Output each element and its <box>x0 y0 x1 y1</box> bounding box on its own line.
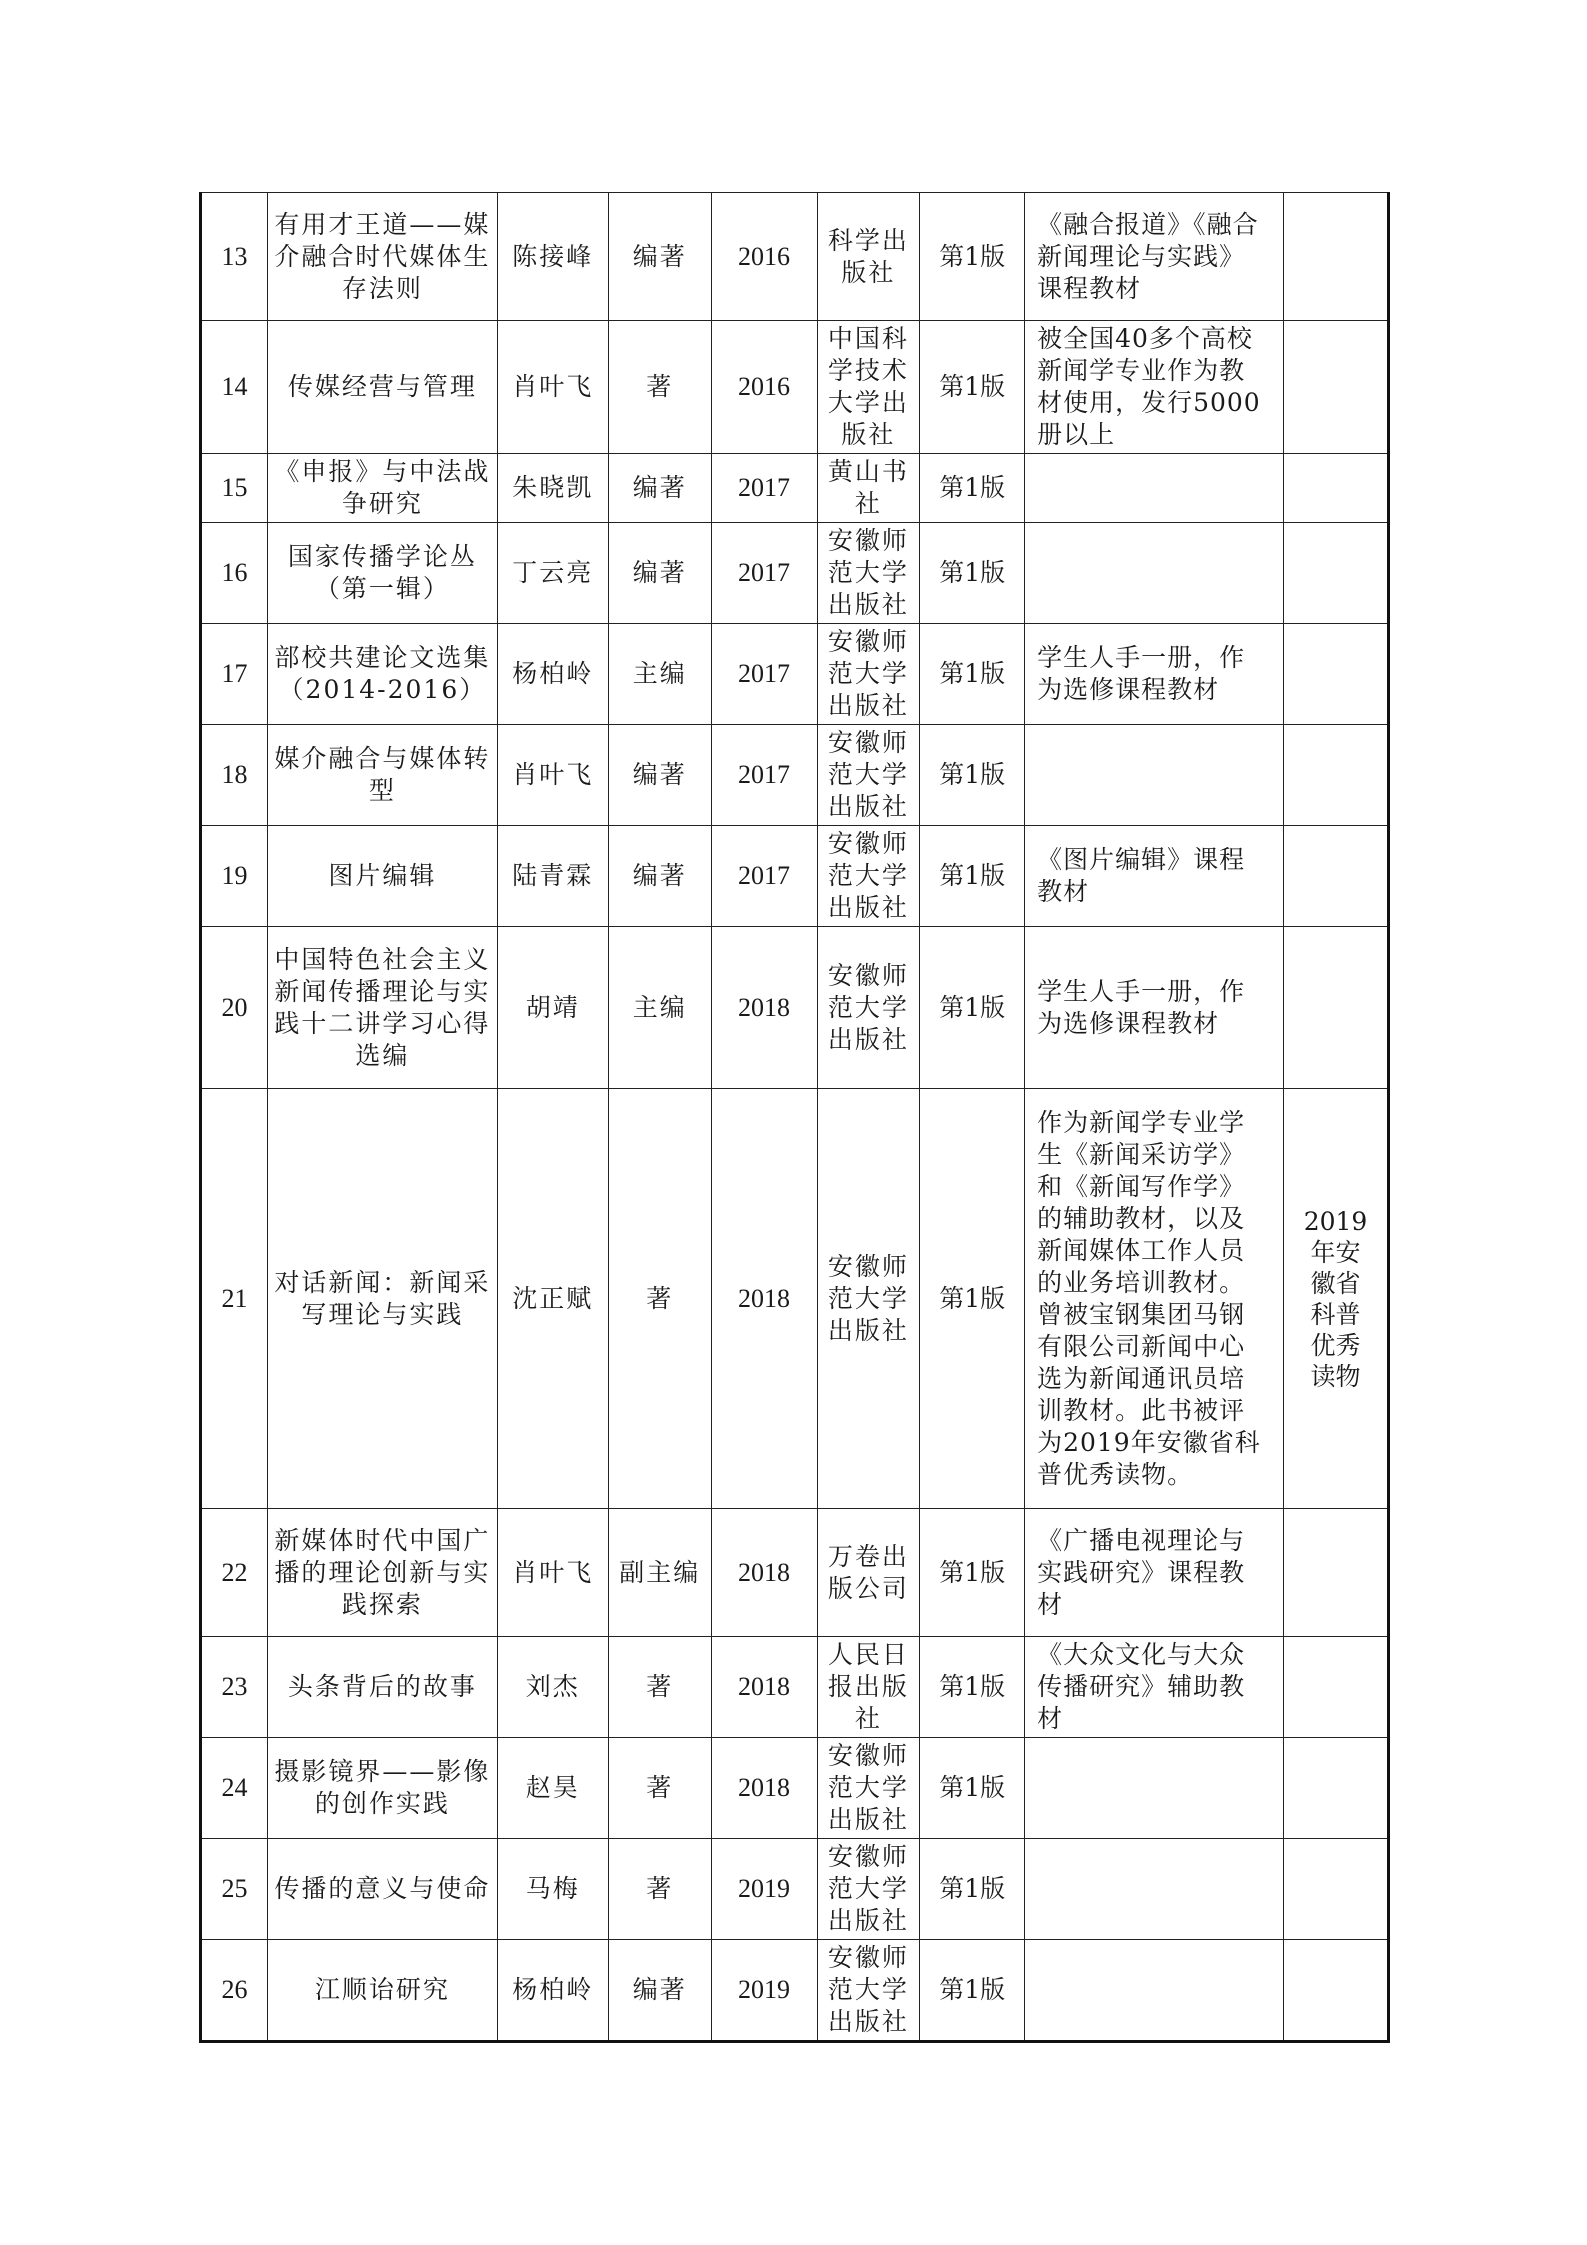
publication-year-cell: 2018 <box>711 1509 817 1637</box>
award-cell <box>1284 1738 1389 1839</box>
author-role-cell: 编著 <box>608 523 711 624</box>
publisher-cell: 安徽师范大学出版社 <box>817 826 920 927</box>
publisher-cell: 安徽师范大学出版社 <box>817 1940 920 2042</box>
publication-year-cell: 2017 <box>711 454 817 523</box>
publisher-cell: 安徽师范大学出版社 <box>817 1738 920 1839</box>
publication-year-cell: 2019 <box>711 1940 817 2042</box>
book-title-cell: 图片编辑 <box>268 826 498 927</box>
award-cell <box>1284 454 1389 523</box>
book-title-cell: 部校共建论文选集（2014-2016） <box>268 624 498 725</box>
table-row <box>201 1940 1389 2042</box>
remark-cell: 《融合报道》《融合新闻理论与实践》课程教材 <box>1025 193 1284 321</box>
remark-cell <box>1025 1738 1284 1839</box>
row-number-cell: 26 <box>201 1940 268 2042</box>
publication-year-cell: 2018 <box>711 1637 817 1738</box>
award-cell <box>1284 1637 1389 1738</box>
edition-cell: 第1版 <box>920 1509 1025 1637</box>
row-number-cell: 24 <box>201 1738 268 1839</box>
author-cell: 陆青霖 <box>497 826 608 927</box>
publication-year-cell: 2016 <box>711 193 817 321</box>
award-cell <box>1284 624 1389 725</box>
author-cell: 朱晓凯 <box>497 454 608 523</box>
book-title-cell: 中国特色社会主义新闻传播理论与实践十二讲学习心得选编 <box>268 927 498 1089</box>
author-role-cell: 主编 <box>608 927 711 1089</box>
edition-cell: 第1版 <box>920 826 1025 927</box>
remark-cell: 《大众文化与大众传播研究》辅助教材 <box>1025 1637 1284 1738</box>
publisher-cell: 安徽师范大学出版社 <box>817 1839 920 1940</box>
edition-cell: 第1版 <box>920 1839 1025 1940</box>
author-cell: 丁云亮 <box>497 523 608 624</box>
author-role-cell: 著 <box>608 1738 711 1839</box>
table-row <box>201 193 1389 321</box>
remark-cell <box>1025 523 1284 624</box>
author-role-cell: 副主编 <box>608 1509 711 1637</box>
remark-cell: 作为新闻学专业学生《新闻采访学》和《新闻写作学》的辅助教材，以及新闻媒体工作人员的业务培训教材。曾被宝钢集团马钢有限公司新闻中心选为新闻通讯员培训教材。此书被评为2019年安徽省科普优秀读物。 <box>1025 1089 1284 1509</box>
publisher-cell: 安徽师范大学出版社 <box>817 1089 920 1509</box>
table-row <box>201 725 1389 826</box>
publisher-cell: 科学出版社 <box>817 193 920 321</box>
edition-cell: 第1版 <box>920 454 1025 523</box>
book-title-cell: 国家传播学论丛（第一辑） <box>268 523 498 624</box>
row-number-cell: 17 <box>201 624 268 725</box>
award-cell <box>1284 826 1389 927</box>
author-role-cell: 编著 <box>608 826 711 927</box>
table-row <box>201 1089 1389 1509</box>
author-cell: 刘杰 <box>497 1637 608 1738</box>
row-number-cell: 23 <box>201 1637 268 1738</box>
publication-year-cell: 2017 <box>711 523 817 624</box>
edition-cell: 第1版 <box>920 725 1025 826</box>
book-title-cell: 传媒经营与管理 <box>268 321 498 454</box>
edition-cell: 第1版 <box>920 1738 1025 1839</box>
publication-year-cell: 2016 <box>711 321 817 454</box>
publication-year-cell: 2018 <box>711 1089 817 1509</box>
edition-cell: 第1版 <box>920 523 1025 624</box>
edition-cell: 第1版 <box>920 193 1025 321</box>
book-title-cell: 对话新闻：新闻采写理论与实践 <box>268 1089 498 1509</box>
book-title-cell: 摄影镜界——影像的创作实践 <box>268 1738 498 1839</box>
award-cell: 2019年安徽省科普优秀读物 <box>1284 1089 1389 1509</box>
book-title-cell: 传播的意义与使命 <box>268 1839 498 1940</box>
table-row <box>201 624 1389 725</box>
publication-year-cell: 2018 <box>711 927 817 1089</box>
remark-cell: 《图片编辑》课程教材 <box>1025 826 1284 927</box>
author-role-cell: 著 <box>608 1089 711 1509</box>
author-cell: 肖叶飞 <box>497 321 608 454</box>
author-role-cell: 主编 <box>608 624 711 725</box>
row-number-cell: 16 <box>201 523 268 624</box>
table-row <box>201 1738 1389 1839</box>
author-role-cell: 著 <box>608 1637 711 1738</box>
row-number-cell: 19 <box>201 826 268 927</box>
table-row <box>201 1839 1389 1940</box>
publication-year-cell: 2019 <box>711 1839 817 1940</box>
publication-year-cell: 2017 <box>711 725 817 826</box>
author-role-cell: 著 <box>608 321 711 454</box>
row-number-cell: 25 <box>201 1839 268 1940</box>
book-title-cell: 媒介融合与媒体转型 <box>268 725 498 826</box>
edition-cell: 第1版 <box>920 927 1025 1089</box>
author-cell: 马梅 <box>497 1839 608 1940</box>
remark-cell: 学生人手一册，作为选修课程教材 <box>1025 624 1284 725</box>
table-row <box>201 1637 1389 1738</box>
award-cell <box>1284 1509 1389 1637</box>
remark-cell <box>1025 454 1284 523</box>
table-body <box>201 193 1389 2042</box>
publications-table <box>199 192 1390 2043</box>
remark-cell <box>1025 725 1284 826</box>
row-number-cell: 20 <box>201 927 268 1089</box>
author-cell: 杨柏岭 <box>497 1940 608 2042</box>
edition-cell: 第1版 <box>920 321 1025 454</box>
publisher-cell: 黄山书社 <box>817 454 920 523</box>
row-number-cell: 13 <box>201 193 268 321</box>
row-number-cell: 22 <box>201 1509 268 1637</box>
book-title-cell: 头条背后的故事 <box>268 1637 498 1738</box>
publisher-cell: 安徽师范大学出版社 <box>817 927 920 1089</box>
award-cell <box>1284 1940 1389 2042</box>
publisher-cell: 人民日报出版社 <box>817 1637 920 1738</box>
book-title-cell: 江顺诒研究 <box>268 1940 498 2042</box>
edition-cell: 第1版 <box>920 1089 1025 1509</box>
book-title-cell: 有用才王道——媒介融合时代媒体生存法则 <box>268 193 498 321</box>
book-title-cell: 新媒体时代中国广播的理论创新与实践探索 <box>268 1509 498 1637</box>
author-role-cell: 著 <box>608 1839 711 1940</box>
author-role-cell: 编著 <box>608 1940 711 2042</box>
row-number-cell: 14 <box>201 321 268 454</box>
remark-cell: 学生人手一册，作为选修课程教材 <box>1025 927 1284 1089</box>
book-title-cell: 《申报》与中法战争研究 <box>268 454 498 523</box>
author-role-cell: 编著 <box>608 454 711 523</box>
publisher-cell: 安徽师范大学出版社 <box>817 624 920 725</box>
row-number-cell: 15 <box>201 454 268 523</box>
author-cell: 陈接峰 <box>497 193 608 321</box>
author-cell: 肖叶飞 <box>497 725 608 826</box>
remark-cell: 《广播电视理论与实践研究》课程教材 <box>1025 1509 1284 1637</box>
publication-year-cell: 2017 <box>711 624 817 725</box>
author-role-cell: 编著 <box>608 193 711 321</box>
table-row <box>201 1509 1389 1637</box>
edition-cell: 第1版 <box>920 1637 1025 1738</box>
row-number-cell: 21 <box>201 1089 268 1509</box>
publication-year-cell: 2017 <box>711 826 817 927</box>
award-cell <box>1284 321 1389 454</box>
author-role-cell: 编著 <box>608 725 711 826</box>
publisher-cell: 万卷出版公司 <box>817 1509 920 1637</box>
award-cell <box>1284 927 1389 1089</box>
author-cell: 肖叶飞 <box>497 1509 608 1637</box>
table-row <box>201 523 1389 624</box>
author-cell: 赵昊 <box>497 1738 608 1839</box>
publisher-cell: 安徽师范大学出版社 <box>817 725 920 826</box>
table-row <box>201 826 1389 927</box>
author-cell: 杨柏岭 <box>497 624 608 725</box>
publication-year-cell: 2018 <box>711 1738 817 1839</box>
table-row <box>201 927 1389 1089</box>
table-row <box>201 321 1389 454</box>
author-cell: 沈正赋 <box>497 1089 608 1509</box>
remark-cell: 被全国40多个高校新闻学专业作为教材使用，发行5000册以上 <box>1025 321 1284 454</box>
award-cell <box>1284 725 1389 826</box>
publisher-cell: 安徽师范大学出版社 <box>817 523 920 624</box>
edition-cell: 第1版 <box>920 624 1025 725</box>
edition-cell: 第1版 <box>920 1940 1025 2042</box>
award-cell <box>1284 193 1389 321</box>
award-cell <box>1284 1839 1389 1940</box>
remark-cell <box>1025 1940 1284 2042</box>
remark-cell <box>1025 1839 1284 1940</box>
row-number-cell: 18 <box>201 725 268 826</box>
award-cell <box>1284 523 1389 624</box>
author-cell: 胡靖 <box>497 927 608 1089</box>
table-row <box>201 454 1389 523</box>
publisher-cell: 中国科学技术大学出版社 <box>817 321 920 454</box>
